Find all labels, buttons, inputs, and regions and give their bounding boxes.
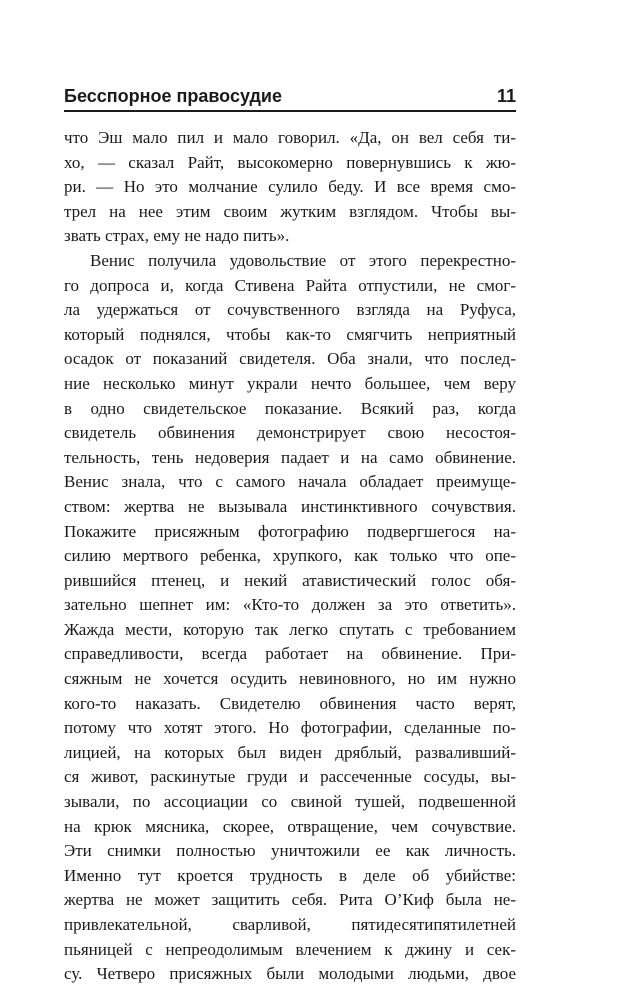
text-line: трел на нее этим своим жутким взглядом. Чтобы вы- (64, 201, 516, 221)
body-text (64, 126, 516, 987)
paragraph-2 (64, 249, 516, 987)
header-rule (64, 110, 516, 112)
text-line: тельность, тень недоверия падает и на само обвинение. (64, 447, 516, 467)
text-line: на крюк мясника, скорее, отвращение, чем сочувствие. (64, 816, 516, 836)
text-line: Именно тут кроется трудность в деле об убийстве: (64, 865, 516, 885)
text-line: лицией, на которых был виден дряблый, разваливший- (64, 742, 516, 762)
text-line: в одно свидетельское показание. Всякий раз, когда (64, 398, 516, 418)
text-line: ла удержаться от сочувственного взгляда на Руфуса, (64, 300, 516, 320)
text-line: Венис получила удовольствие от этого перекрестно- (90, 250, 516, 270)
text-line: зательно шепнет им: «Кто-то должен за это ответить». (64, 595, 516, 615)
text-line: ри. — Но это молчание сулило беду. И все время смо- (64, 177, 516, 197)
text-line: зывали, по ассоциации со свиной тушей, подвешенной (64, 792, 516, 812)
text-line: справедливости, всегда работает на обвинение. При- (64, 644, 516, 664)
text-line: привлекательной, сварливой, пятидесятипятилетней (64, 915, 516, 934)
text-line: который поднялся, чтобы как-то смягчить неприятный (64, 324, 516, 344)
text-line: ние несколько минут украли нечто большее, чем веру (64, 373, 516, 393)
text-line: ся живот, раскинутые груди и рассеченные сосуды, вы- (64, 767, 516, 787)
text-line: Венис знала, что с самого начала обладает преимуще- (64, 472, 516, 492)
text-line: су. Четверо присяжных были молодыми людьми, двое (64, 964, 516, 984)
text-line: ством: жертва не вызывала инстинктивного сочувствия. (64, 496, 516, 516)
text-line: осадок от показаний свидетеля. Оба знали, что послед- (64, 349, 516, 369)
text-line: Эти снимки полностью уничтожили ее как личность. (64, 841, 516, 861)
text-line: рившийся птенец, и некий атавистический голос обя- (64, 570, 516, 590)
text-line: жертва не может защитить себя. Рита О’Киф была не- (64, 890, 516, 910)
text-line: Покажите присяжным фотографию подвергшегося на- (64, 521, 516, 541)
text-line: свидетель обвинения демонстрирует свою несостоя- (64, 423, 516, 443)
text-line: силию мертвого ребенка, хрупкого, как только что опе- (64, 546, 516, 566)
text-line: го допроса и, когда Стивена Райта отпустили, не смог- (64, 275, 516, 295)
text-line: пьяницей с непреодолимым влечением к джину и сек- (64, 939, 516, 959)
text-line: звать страх, ему не надо пить». (64, 226, 290, 246)
text-line: Жажда мести, которую так легко спутать с требованием (64, 619, 516, 639)
text-line: что Эш мало пил и мало говорил. «Да, он вел себя ти- (64, 128, 516, 147)
text-line: потому что хотят этого. Но фотографии, сделанные по- (64, 718, 516, 738)
running-header (64, 84, 516, 108)
text-line: хо, — сказал Райт, высокомерно повернувшись к жю- (64, 152, 516, 172)
text-line: сяжным не хочется осудить невиновного, но им нужно (64, 669, 516, 689)
page-number: 11 (496, 86, 516, 106)
text-line: кого-то наказать. Свидетелю обвинения часто верят, (64, 693, 516, 713)
running-title: Бесспорное правосудие (64, 86, 283, 106)
paragraph-1 (64, 126, 516, 249)
